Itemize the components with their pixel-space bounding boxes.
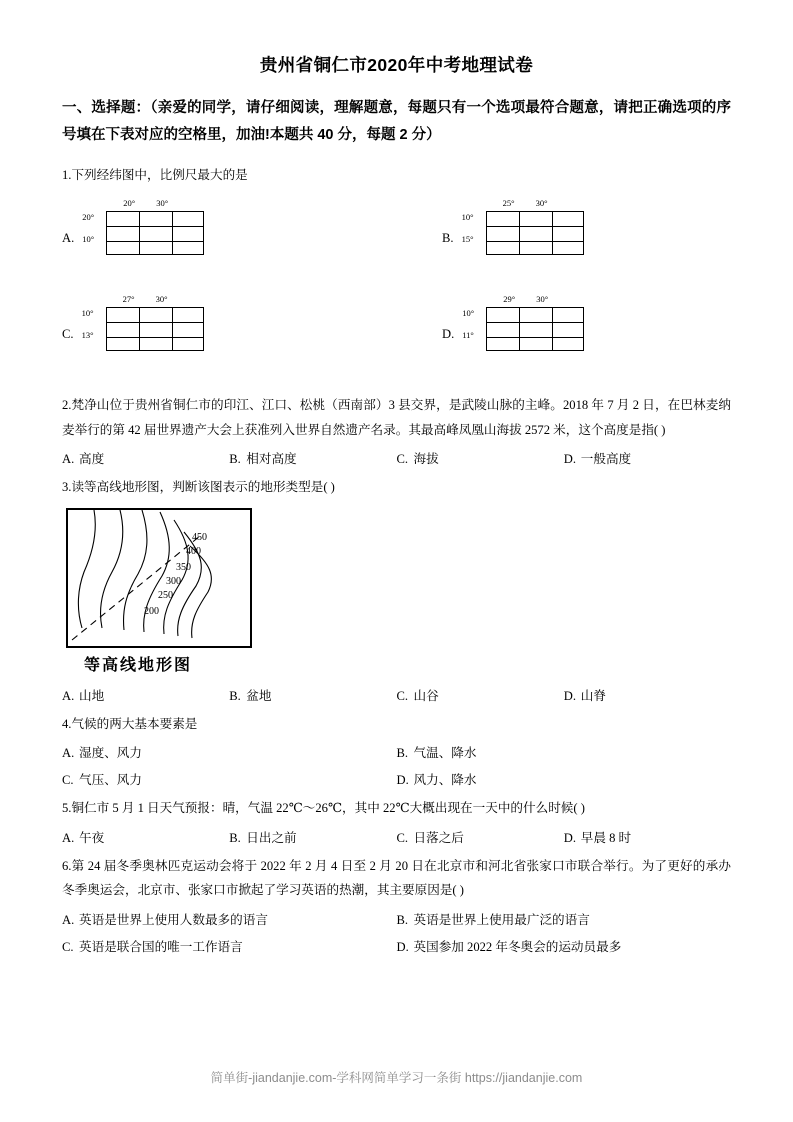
option-d-text: 一般高度 — [580, 452, 632, 467]
contour-label-450: 450 — [192, 531, 207, 543]
figure-a-top-tick-1: 20° — [123, 198, 136, 209]
figure-b-grid — [486, 211, 584, 255]
option-c[interactable] — [397, 827, 564, 846]
question-1-figures-row-1 — [62, 197, 731, 283]
option-a-text: 高度 — [79, 452, 105, 467]
figure-a-left-tick-1: 20° — [82, 212, 95, 223]
option-a-letter: A. — [62, 830, 75, 845]
option-a-letter: A. — [62, 913, 75, 927]
option-b-text: 盆地 — [246, 688, 272, 703]
question-6-options-row-1 — [62, 909, 731, 928]
figure-d-grid — [486, 307, 584, 351]
figure-b-label: B. — [442, 230, 454, 245]
figure-option-b — [442, 197, 588, 255]
question-1-figures-row-2 — [62, 293, 731, 379]
option-c-text: 英语是联合国的唯一工作语言 — [79, 940, 243, 954]
option-d-letter: D. — [563, 452, 576, 467]
option-b-text: 日出之前 — [246, 830, 297, 845]
contour-label-250: 250 — [158, 589, 173, 601]
figure-a-top-tick-2: 30° — [156, 198, 169, 209]
option-c-letter: C. — [396, 688, 409, 703]
option-b-letter: B. — [229, 452, 241, 467]
option-c-text: 气压、风力 — [79, 773, 142, 788]
option-a-text: 午夜 — [79, 830, 105, 845]
option-b-letter: B. — [229, 688, 241, 703]
figure-option-d — [442, 293, 588, 351]
contour-map-figure — [66, 508, 262, 675]
figure-b-left-tick-1: 10° — [461, 212, 474, 223]
contour-label-400: 400 — [186, 545, 201, 557]
figure-b-top-tick-2: 30° — [535, 198, 548, 209]
option-b-letter: B. — [396, 913, 409, 927]
option-b-text: 气温、降水 — [413, 746, 477, 761]
question-6-options-row-2 — [62, 936, 731, 955]
option-d-letter: D. — [563, 688, 576, 703]
figure-c-top-tick-1: 27° — [122, 294, 135, 305]
question-1-stem: 1.下列经纬图中，比例尺最大的是 — [62, 167, 248, 182]
option-a-text: 山地 — [79, 688, 105, 703]
option-a-letter: A. — [62, 688, 75, 703]
figure-d-top-tick-2: 30° — [536, 294, 549, 305]
question-4-stem: 4.气候的两大基本要素是 — [62, 716, 198, 731]
option-a[interactable] — [62, 909, 397, 928]
figure-d-label: D. — [442, 326, 455, 341]
option-d[interactable] — [564, 827, 731, 846]
question-6-stem: 6.第 24 届冬季奥林匹克运动会将于 2022 年 2 月 4 日至 2 月 20 日在北京市和河北省张家口市联合举行。为了更好的承办冬季奥运会，北京市、张家口市掀起了学习英语的热潮，其主要原因是( ) — [62, 858, 731, 898]
section-heading: 一、选择题：（亲爱的同学，请仔细阅读，理解题意，每题只有一个选项最符合题意，请把正确选项的序号填在下表对应的空格里，加油!本题共 40 分，每题 2 分） — [62, 100, 731, 143]
question-3-options — [62, 685, 731, 704]
option-d[interactable] — [397, 769, 732, 788]
figure-d-top-tick-1: 29° — [503, 294, 516, 305]
figure-option-c — [62, 293, 442, 351]
figure-b-top-tick-1: 25° — [502, 198, 515, 209]
figure-c-top-tick-2: 30° — [155, 294, 168, 305]
figure-option-a — [62, 197, 442, 255]
contour-lines-svg — [68, 510, 250, 646]
contour-label-300: 300 — [166, 575, 181, 587]
option-d-letter: D. — [396, 940, 409, 954]
option-a-text: 英语是世界上使用人数最多的语言 — [79, 913, 268, 927]
figure-a-grid — [106, 211, 204, 255]
question-3-stem: 3.读等高线地形图，判断该图表示的地形类型是( ) — [62, 480, 335, 495]
option-b[interactable] — [229, 448, 396, 467]
page-title: 贵州省铜仁市2020年中考地理试卷 — [259, 55, 534, 75]
figure-c-left-tick-2: 13° — [81, 330, 94, 341]
option-c-text: 海拔 — [413, 452, 439, 467]
option-a[interactable] — [62, 685, 229, 704]
page-footer: 简单街-jiandanjie.com-学科网简单学习一条街 https://jiandanjie.com — [210, 1071, 583, 1085]
option-a[interactable] — [62, 448, 229, 467]
option-c[interactable] — [62, 936, 397, 955]
option-c[interactable] — [62, 769, 397, 788]
figure-b-left-tick-2: 15° — [461, 234, 474, 245]
option-b-text: 相对高度 — [246, 452, 297, 467]
option-d-text: 山脊 — [580, 688, 606, 703]
option-d[interactable] — [397, 936, 732, 955]
option-c-letter: C. — [396, 830, 409, 845]
option-d-letter: D. — [396, 773, 409, 788]
option-c[interactable] — [397, 448, 564, 467]
option-d-text: 早晨 8 时 — [580, 830, 632, 845]
option-b-letter: B. — [229, 830, 241, 845]
option-b[interactable] — [229, 685, 396, 704]
contour-map-box — [66, 508, 252, 648]
figure-a-label: A. — [62, 230, 75, 245]
option-b[interactable] — [229, 827, 396, 846]
option-a[interactable] — [62, 827, 229, 846]
option-c-letter: C. — [62, 940, 74, 954]
option-b[interactable] — [397, 742, 732, 761]
option-c-text: 山谷 — [413, 688, 439, 703]
option-b-letter: B. — [396, 746, 409, 761]
option-b[interactable] — [397, 909, 732, 928]
option-c-letter: C. — [396, 452, 409, 467]
question-2-stem: 2.梵净山位于贵州省铜仁市的印江、江口、松桃（西南部）3 县交界，是武陵山脉的主峰。2018 年 7 月 2 日，在巴林麦纳麦举行的第 42 届世界遗产大会上获准列入世界自然遗产名录。其最高峰凤凰山海拔 2572 米，这个高度是指( ) — [62, 398, 731, 437]
option-a-text: 湿度、风力 — [79, 746, 142, 761]
contour-label-350: 350 — [176, 561, 191, 573]
option-a[interactable] — [62, 742, 397, 761]
question-5-stem: 5.铜仁市 5 月 1 日天气预报：晴，气温 22℃～26℃，其中 22℃大概出现在一天中的什么时候( ) — [62, 801, 585, 816]
question-4-options-row-2 — [62, 769, 731, 788]
option-d-text: 英国参加 2022 年冬奥会的运动员最多 — [413, 940, 622, 954]
figure-d-left-tick-1: 10° — [462, 308, 475, 319]
figure-c-grid — [106, 307, 204, 351]
option-d[interactable] — [564, 685, 731, 704]
contour-label-200: 200 — [144, 605, 159, 617]
option-c-letter: C. — [62, 773, 74, 788]
option-a-letter: A. — [62, 746, 75, 761]
question-4-options-row-1 — [62, 742, 731, 761]
option-c-text: 日落之后 — [413, 830, 464, 845]
question-5-options — [62, 827, 731, 846]
contour-map-caption: 等高线地形图 — [84, 656, 193, 674]
figure-d-left-tick-2: 11° — [462, 330, 474, 341]
figure-c-label: C. — [62, 326, 74, 341]
option-d-text: 风力、降水 — [413, 773, 477, 788]
option-d-letter: D. — [563, 830, 576, 845]
option-a-letter: A. — [62, 452, 75, 467]
option-d[interactable] — [564, 448, 731, 467]
option-c[interactable] — [397, 685, 564, 704]
question-2-options — [62, 448, 731, 467]
figure-a-left-tick-2: 10° — [82, 234, 95, 245]
option-b-text: 英语是世界上使用最广泛的语言 — [413, 913, 590, 927]
figure-c-left-tick-1: 10° — [81, 308, 94, 319]
